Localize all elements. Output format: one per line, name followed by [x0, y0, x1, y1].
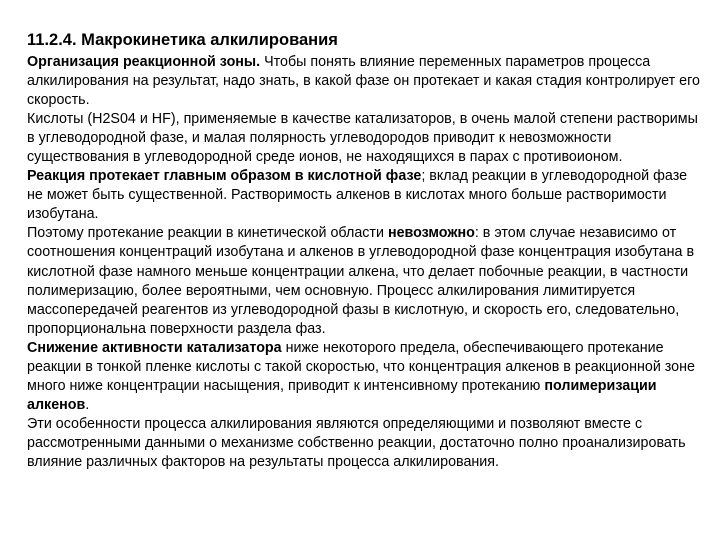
paragraph-text: Кислоты (H2S04 и HF), применяемые в качестве катализаторов, в очень малой степени растворимы в углеводородной фазе, и малая полярность углеводородов приводит к невозможности существования в углеводородной среде ионов, не находящихся в парах с противоионом. — [27, 111, 698, 166]
paragraph-text: Поэтому протекание реакции в кинетической области — [27, 225, 388, 242]
paragraph-acids — [27, 110, 705, 167]
paragraph-text: Чтобы понять влияние переменных параметров процесса алкилирования на результат, надо знать, в какой фазе он протекает и какая стадия контролирует его скорость. — [27, 54, 700, 109]
document-body — [27, 53, 705, 472]
section-title: 11.2.4. Макрокинетика алкилирования — [27, 31, 338, 49]
bold-lead: Организация реакционной зоны. — [27, 54, 261, 70]
paragraph-kinetic-region — [27, 224, 705, 338]
bold-lead: Снижение активности катализатора — [27, 339, 282, 356]
paragraph-catalyst-activity — [27, 339, 705, 415]
paragraph-text: ; вклад реакции в углеводородной фазе не может быть существенной. Растворимость алкенов в кислотах много больше растворимости изобутана. — [27, 168, 688, 223]
bold-phrase: невозможно — [387, 225, 475, 242]
paragraph-reaction-zone — [27, 53, 705, 110]
paragraph-text: ниже некоторого предела, обеспечивающего протекание реакции в тонкой пленке кислоты с такой скоростью, что концентрация алкенов в реакционной зоне много ниже концентрации насыщения, приводит к интенсивному протеканию — [27, 339, 695, 394]
paragraph-conclusion — [27, 415, 705, 472]
paragraph-acid-phase — [27, 167, 705, 224]
paragraph-text: Эти особенности процесса алкилирования являются определяющими и позволяют вместе с рассмотренными данными о механизме собственно реакции, достаточно полно проанализировать влияние различных факторов на результаты процесса алкилирования. — [27, 415, 686, 470]
bold-lead: Реакция протекает главным образом в кислотной фазе — [27, 168, 422, 185]
paragraph-text: . — [85, 396, 90, 413]
bold-phrase: полимеризации алкенов — [27, 377, 657, 413]
paragraph-text: : в этом случае независимо от соотношения концентраций изобутана и алкенов в углеводородной фазе концентрация изобутана в кислотной фазе намного меньше концентрации алкена, что делает побочные реакции, в частности полимеризацию, более вероятными, чем основную. Процесс алкилирования лимитируется массопередачей реагентов из углеводородной фазы в кислотную, и скорость его, следовательно, пропорциональна поверхности раздела фаз. — [27, 225, 695, 337]
slide-document — [27, 30, 705, 472]
